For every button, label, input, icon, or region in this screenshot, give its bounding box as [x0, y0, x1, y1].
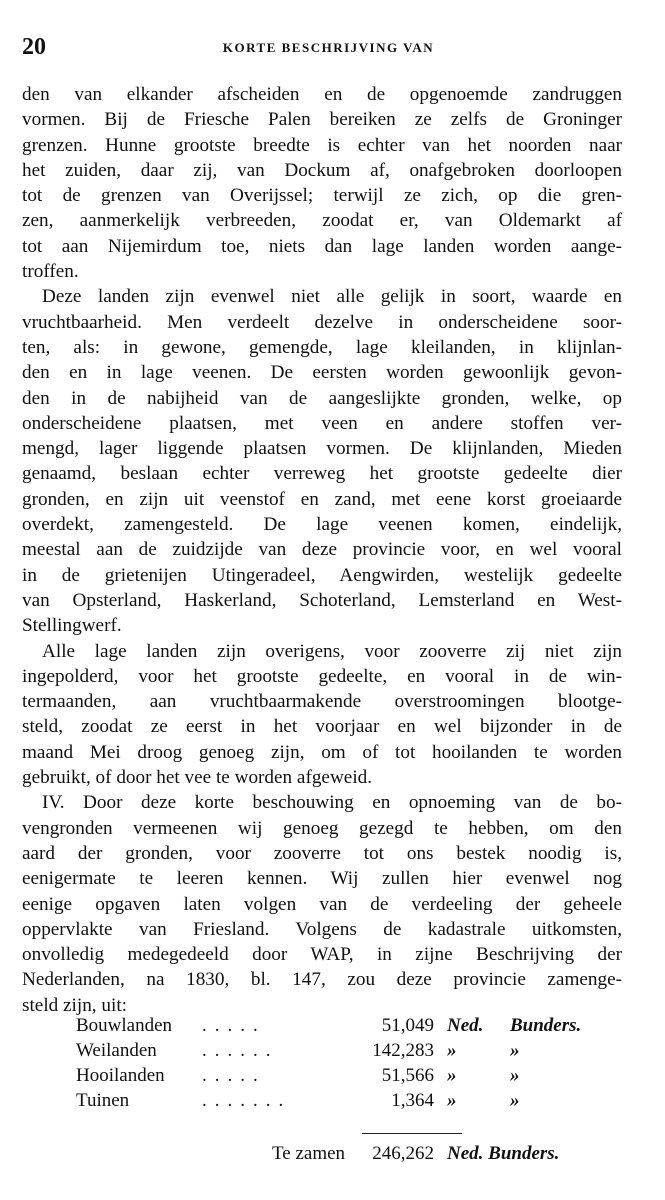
text-line: den en in lage veenen. De eersten worden gewoonlijk gevon-: [22, 362, 622, 384]
text-line: den van elkander afscheiden en de opgenoemde zandruggen: [22, 84, 622, 105]
row-value: 142,283: [372, 1040, 434, 1061]
table-row: [22, 1015, 622, 1040]
text-line: gebruikt, of door het vee te worden afgeweid.: [22, 767, 373, 789]
text-line: onderscheidene plaatsen, met veen en andere stoffen ver-: [22, 412, 622, 434]
text-line: eenige opgaven laten volgen van de verdeeling der geheele: [22, 893, 622, 915]
row-unit-second: »: [510, 1090, 520, 1111]
row-dots: .....: [202, 1065, 266, 1086]
sum-rule: [362, 1133, 462, 1134]
land-use-table: [22, 1015, 622, 1164]
table-row: [22, 1040, 622, 1065]
text-line: meestal aan de zuidzijde van deze provincie voor, en wel vooral: [22, 539, 622, 561]
row-dots: ......: [202, 1040, 279, 1061]
text-line: vengronden vermeenen wij genoeg gezegd te hebben, om den: [22, 817, 622, 839]
text-line: Nederlanden, na 1830, bl. 147, zou deze provincie zamenge-: [22, 969, 622, 991]
text-line: vruchtbaarheid. Men verdeelt dezelve in onderscheidene soor-: [22, 311, 622, 333]
row-unit-second: Bunders.: [510, 1015, 582, 1036]
table-row: [22, 1090, 622, 1115]
row-unit-second: »: [510, 1040, 520, 1061]
row-unit: Ned.: [447, 1015, 484, 1036]
running-title: KORTE BESCHRIJVING VAN: [222, 40, 435, 55]
text-line: termaanden, aan vruchtbaarmakende overstroomingen blootge-: [22, 691, 622, 713]
total-row: [22, 1143, 622, 1168]
text-line: tot de grenzen van Overijssel; terwijl ze zich, op die gren-: [22, 185, 622, 207]
total-label: Te zamen: [272, 1143, 346, 1164]
text-line: troffen.: [22, 261, 79, 283]
row-label: Tuinen: [76, 1090, 130, 1111]
total-unit: Ned. Bunders.: [447, 1143, 560, 1164]
text-line: Deze landen zijn evenwel niet alle gelijk in soort, waarde en: [42, 286, 622, 308]
body-text: [22, 82, 622, 1018]
row-unit: »: [447, 1040, 457, 1061]
page-header: [22, 34, 635, 62]
page-number: 20: [22, 34, 46, 60]
text-line: maand Mei droog genoeg zijn, om of tot hooilanden te worden: [22, 741, 622, 763]
text-line: ten, als: in gewone, gemengde, lage kleilanden, in klijnlan-: [22, 336, 622, 358]
text-line: ingepolderd, voor het grootste gedeelte, en vooral in de win-: [22, 665, 622, 687]
row-value: 51,566: [381, 1065, 434, 1086]
text-line: oppervlakte van Friesland. Volgens de kadastrale uitkomsten,: [22, 918, 622, 940]
text-line: zen, aanmerkelijk verbreeden, zoodat er, van Oldemarkt af: [22, 210, 622, 232]
text-line: genaamd, beslaan echter verreweg het grootste gedeelte dier: [22, 463, 622, 485]
text-line: van Opsterland, Haskerland, Schoterland, Lemsterland en West-: [22, 589, 622, 611]
row-label: Weilanden: [76, 1040, 157, 1061]
text-line: IV. Door deze korte beschouwing en opnoeming van de bo-: [42, 792, 622, 814]
text-line: den in de nabijheid van de aangeslijkte gronden, welke, op: [22, 387, 622, 409]
text-line: Alle lage landen zijn overigens, voor zooverre zij niet zijn: [42, 640, 622, 662]
row-unit-second: »: [510, 1065, 520, 1086]
row-dots: .......: [202, 1090, 292, 1111]
text-line: het zuiden, daar zij, van Dockum af, onafgebroken doorloopen: [22, 159, 622, 181]
row-label: Bouwlanden: [76, 1015, 173, 1036]
text-line: gronden, en zijn uit veenstof en zand, met eene korst groeiaarde: [22, 488, 622, 510]
text-line: overdekt, zamengesteld. De lage veenen komen, eindelijk,: [22, 514, 622, 536]
text-line: grenzen. Hunne grootste breedte is echter van het noorden naar: [22, 134, 622, 156]
row-value: 51,049: [381, 1015, 434, 1036]
text-line: Stellingwerf.: [22, 615, 122, 637]
text-line: in de grietenijen Utingeradeel, Aengwirden, westelijk gedeelte: [22, 564, 622, 586]
row-dots: .....: [202, 1015, 266, 1036]
row-value: 1,364: [391, 1090, 434, 1111]
text-line: steld zijn, uit:: [22, 994, 127, 1016]
text-line: onvolledig medegedeeld door WAP, in zijne Beschrijving der: [22, 944, 622, 966]
text-line: vormen. Bij de Friesche Palen bereiken ze zelfs de Groninger: [22, 109, 622, 131]
text-line: tot aan Nijemirdum toe, niets dan lage landen worden aange-: [22, 235, 622, 257]
text-line: aard der gronden, voor zooverre tot ons bestek noodig is,: [22, 842, 622, 864]
row-label: Hooilanden: [76, 1065, 165, 1086]
text-line: mengd, lager liggende plaatsen vormen. De klijnlanden, Mieden: [22, 438, 622, 460]
row-unit: »: [447, 1090, 457, 1111]
row-unit: »: [447, 1065, 457, 1086]
table-row: [22, 1065, 622, 1090]
table-rows: [22, 1015, 622, 1115]
total-value: 246,262: [372, 1143, 434, 1164]
text-line: eenigermate te leeren kennen. Wij zullen hier evenwel nog: [22, 868, 622, 890]
text-line: steld, zoodat ze eerst in het voorjaar en wel bijzonder in de: [22, 716, 622, 738]
